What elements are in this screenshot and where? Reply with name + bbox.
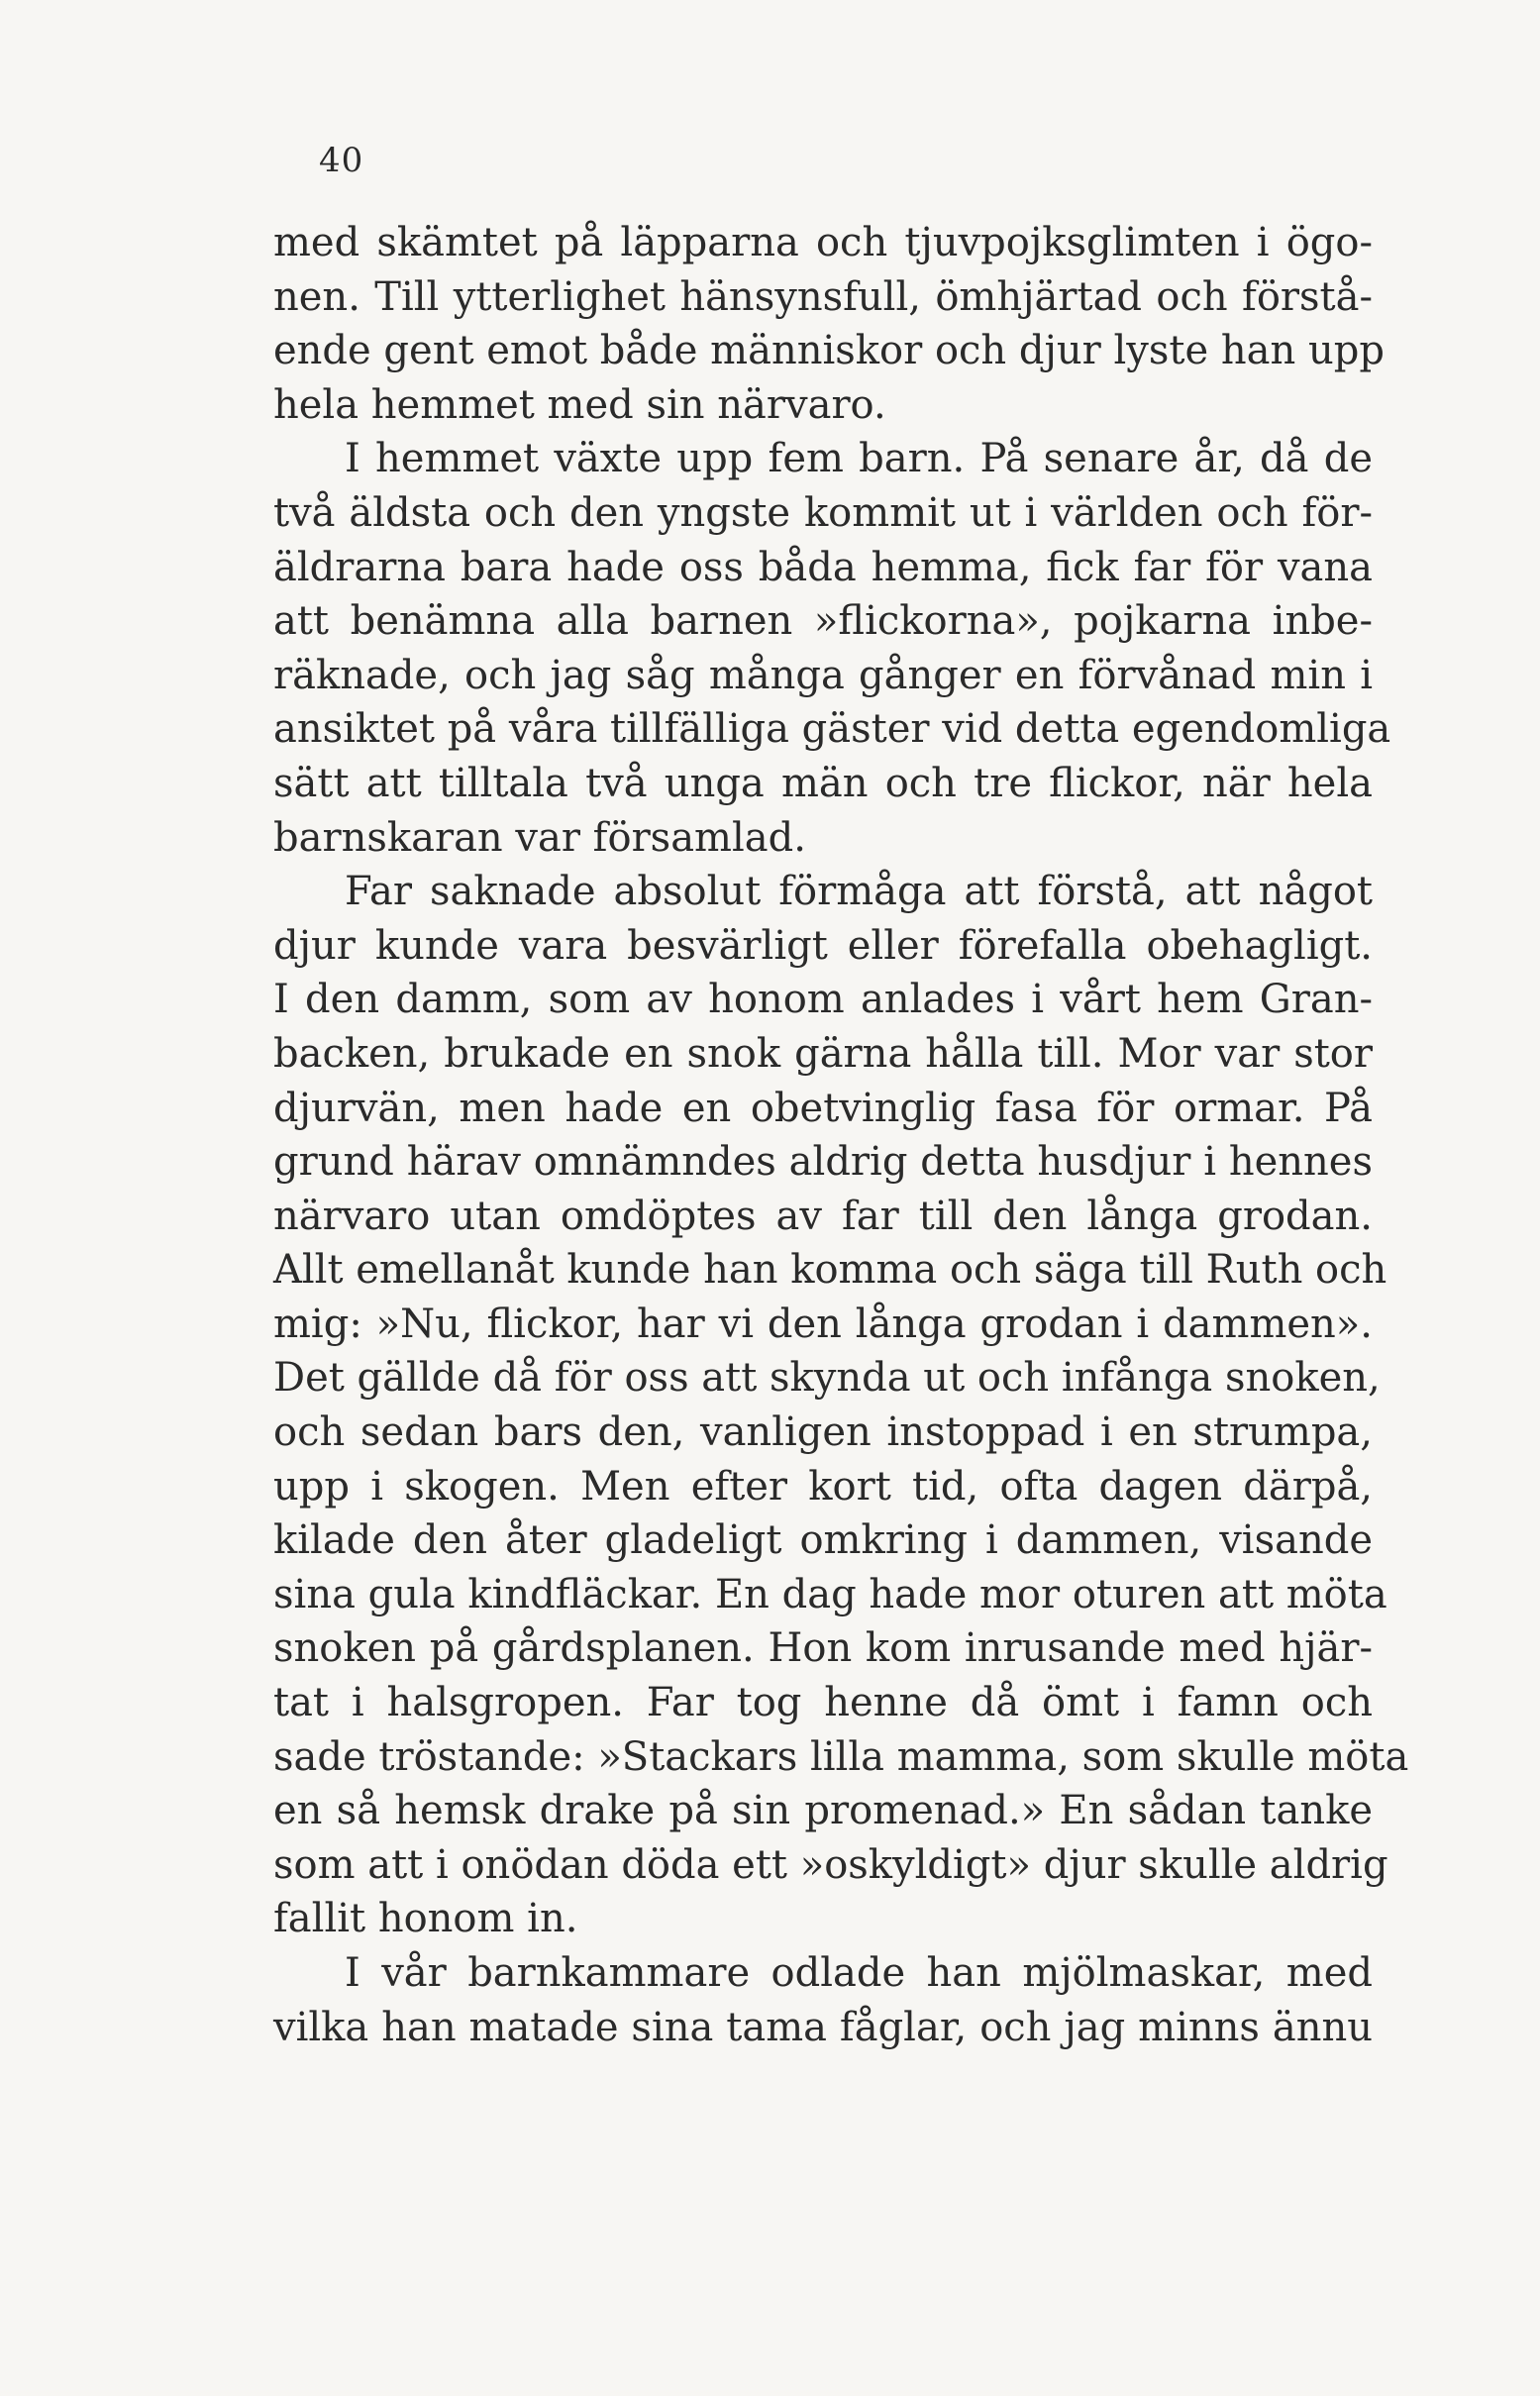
text-line: snoken på gårdsplanen. Hon kom inrusande med hjär- <box>273 1625 1373 1672</box>
text-line: nen. Till ytterlighet hänsynsfull, ömhjärtad och förstå- <box>273 273 1373 320</box>
text-line: Far saknade absolut förmåga att förstå, att något <box>345 869 1373 915</box>
text-line: en så hemsk drake på sin promenad.» En sådan tanke <box>273 1788 1373 1834</box>
text-line: ansiktet på våra tillfälliga gäster vid detta egendomliga <box>273 706 1391 753</box>
text-line: som att i onödan döda ett »oskyldigt» djur skulle aldrig <box>273 1841 1388 1888</box>
text-line: närvaro utan omdöptes av far till den långa grodan. <box>273 1193 1373 1239</box>
text-line: sätt att tilltala två unga män och tre flickor, när hela <box>273 760 1373 806</box>
text-line: ende gent emot både människor och djur lyste han upp <box>273 328 1385 374</box>
body-text <box>273 216 1409 2054</box>
text-line: I vår barnkammare odlade han mjölmaskar, med <box>345 1950 1373 1996</box>
text-line: med skämtet på läpparna och tjuvpojksglimten i ögo- <box>273 220 1373 265</box>
text-line: fallit honom in. <box>273 1896 578 1942</box>
paragraph <box>273 432 1391 865</box>
text-line: Allt emellanåt kunde han komma och säga till Ruth och <box>273 1247 1387 1294</box>
text-line: mig: »Nu, flickor, har vi den långa grodan i dammen». <box>273 1301 1373 1347</box>
text-line: äldrarna bara hade oss båda hemma, fick far för vana <box>273 544 1373 590</box>
text-line: sade tröstande: »Stackars lilla mamma, som skulle möta <box>273 1733 1409 1780</box>
text-line: vilka han matade sina tama fåglar, och jag minns ännu <box>273 2004 1373 2050</box>
text-line: sina gula kindfläckar. En dag hade mor oturen att möta <box>273 1571 1387 1617</box>
text-line: djurvän, men hade en obetvinglig fasa för ormar. På <box>273 1085 1373 1131</box>
text-line: att benämna alla barnen »flickorna», pojkarna inbe- <box>273 598 1373 645</box>
text-line: I hemmet växte upp fem barn. På senare år, då de <box>345 436 1373 482</box>
text-line: barnskaran var församlad. <box>273 814 806 861</box>
text-line: backen, brukade en snok gärna hålla till. Mor var stor <box>273 1030 1373 1077</box>
text-line: I den damm, som av honom anlades i vårt hem Gran- <box>273 977 1373 1023</box>
text-line: räknade, och jag såg många gånger en förvånad min i <box>273 652 1373 698</box>
text-line: kilade den åter gladeligt omkring i dammen, visande <box>273 1517 1373 1564</box>
text-line: upp i skogen. Men efter kort tid, ofta dagen därpå, <box>273 1463 1373 1510</box>
text-line: tat i halsgropen. Far tog henne då ömt i famn och <box>273 1680 1373 1726</box>
text-line: Det gällde då för oss att skynda ut och infånga snoken, <box>273 1355 1381 1402</box>
text-line: och sedan bars den, vanligen instoppad i en strumpa, <box>273 1409 1373 1456</box>
text-line: två äldsta och den yngste kommit ut i världen och för- <box>273 489 1373 536</box>
text-line: djur kunde vara besvärligt eller förefalla obehagligt. <box>273 922 1373 969</box>
page-number: 40 <box>319 141 364 180</box>
paragraph <box>273 216 1385 432</box>
text-line: grund härav omnämndes aldrig detta husdjur i hennes <box>273 1139 1373 1186</box>
paragraph <box>273 865 1409 1946</box>
paragraph <box>273 1946 1373 2054</box>
text-line: hela hemmet med sin närvaro. <box>273 381 886 428</box>
